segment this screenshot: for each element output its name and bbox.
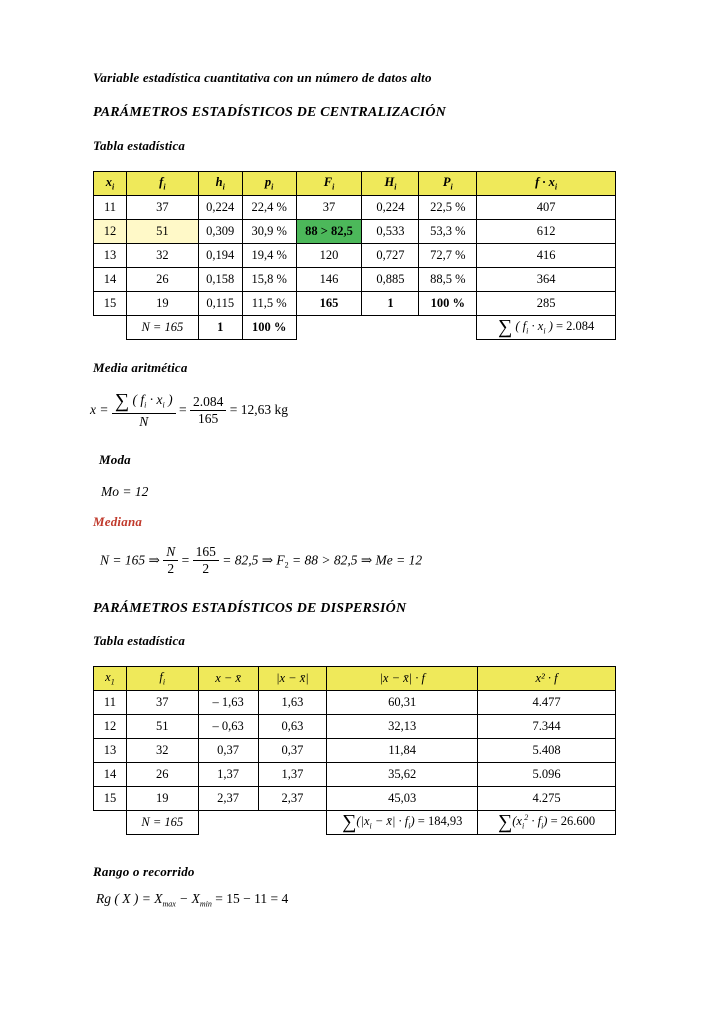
cell: 0,533 xyxy=(362,220,419,244)
cell: 19 xyxy=(126,787,198,811)
table-row xyxy=(94,691,616,715)
mediana-label: Mediana xyxy=(93,514,143,529)
cell: 32 xyxy=(126,244,198,268)
cell: 11 xyxy=(94,691,127,715)
cell: 35,62 xyxy=(327,763,478,787)
moda-label: Moda xyxy=(99,452,131,467)
total-n: N = 165 xyxy=(126,316,198,340)
header-xi-minus-mean: x − x̄ xyxy=(198,667,258,691)
total-sum-xi2-fi: $\sum(x_i^2 \cdot f_i) = 26.600$ xyxy=(478,811,616,835)
cell: 2,37 xyxy=(198,787,258,811)
media-fraction-2: $\frac{2.084}{165}$ xyxy=(190,394,226,427)
media-label: Media aritmética xyxy=(93,360,188,375)
cell: – 1,63 xyxy=(198,691,258,715)
cell: 7.344 xyxy=(478,715,616,739)
media-formula: x = $\frac{\sum ( f_i \cdot x_i )}{N}$ = $\frac{2.084}{165}$ = 12,63 kg xyxy=(90,390,288,429)
cell: 146 xyxy=(296,268,362,292)
cell: 32 xyxy=(126,739,198,763)
empty-cell xyxy=(362,316,419,340)
sigma-icon: ∑ xyxy=(342,811,357,833)
total-h: 1 xyxy=(198,316,242,340)
rango-formula: Rg ( X ) = $X_{max} - X_{min} = 15 - 11 = 4$ xyxy=(96,891,289,909)
empty-cell xyxy=(94,316,127,340)
cell: 13 xyxy=(94,739,127,763)
mediana-formula: N = 165 ⇒ $\frac{N}{2}$ = $\frac{165}{2}$ = 82,5 ⇒ $F_2 = 88 > 82,5$ ⇒ Me = 12 xyxy=(100,544,423,576)
cell: 5.096 xyxy=(478,763,616,787)
cell: 0,63 xyxy=(258,715,327,739)
header-fi: $f_i$ xyxy=(126,667,198,691)
cell: 37 xyxy=(296,196,362,220)
cell: – 0,63 xyxy=(198,715,258,739)
header-hi: $h_i$ xyxy=(198,172,242,196)
cell-highlighted: 51 xyxy=(126,220,198,244)
table-label-1: Tabla estadística xyxy=(93,138,186,153)
cell: 72,7 % xyxy=(419,244,477,268)
cell: 32,13 xyxy=(327,715,478,739)
cell: 407 xyxy=(477,196,616,220)
cell: 0,885 xyxy=(362,268,419,292)
cell: 22,5 % xyxy=(419,196,477,220)
cell: 26 xyxy=(126,763,198,787)
cell: 51 xyxy=(126,715,198,739)
empty-cell xyxy=(198,811,258,835)
table-row xyxy=(94,268,616,292)
cell: 364 xyxy=(477,268,616,292)
moda-formula: Mo = 12 xyxy=(101,484,149,499)
sigma-icon: ∑ xyxy=(114,390,130,412)
cell: 0,158 xyxy=(198,268,242,292)
cell: 22,4 % xyxy=(242,196,296,220)
header-Fi: $F_i$ xyxy=(296,172,362,196)
cell: 0,194 xyxy=(198,244,242,268)
cell: 612 xyxy=(477,220,616,244)
frequency-table xyxy=(93,171,616,340)
header-Hi: $H_i$ xyxy=(362,172,419,196)
cell: 60,31 xyxy=(327,691,478,715)
cell: 15,8 % xyxy=(242,268,296,292)
cell: 1 xyxy=(362,292,419,316)
table-row xyxy=(94,220,616,244)
header-abs-deviation: |x − x̄| xyxy=(258,667,327,691)
cell: 416 xyxy=(477,244,616,268)
table-label-2: Tabla estadística xyxy=(93,633,186,648)
header-Pi: $P_i$ xyxy=(419,172,477,196)
cell: 1,37 xyxy=(198,763,258,787)
cell: 0,224 xyxy=(362,196,419,220)
cell: 45,03 xyxy=(327,787,478,811)
header-fi: $f_i$ xyxy=(126,172,198,196)
media-fraction-1: $\frac{\sum ( f_i \cdot x_i )}{N}$ xyxy=(112,390,176,430)
document-title: Variable estadística cuantitativa con un número de datos alto xyxy=(93,70,432,85)
cell: 19 xyxy=(126,292,198,316)
table-row xyxy=(94,292,616,316)
cell: 0,115 xyxy=(198,292,242,316)
cell: 11 xyxy=(94,196,127,220)
section-dispersion-heading: PARÁMETROS ESTADÍSTICOS DE DISPERSIÓN xyxy=(93,601,407,616)
mediana-fraction-2: $\frac{165}{2}$ xyxy=(193,544,219,577)
cell: 19,4 % xyxy=(242,244,296,268)
table-row xyxy=(94,763,616,787)
table1-totals-row xyxy=(94,316,616,340)
rango-label: Rango o recorrido xyxy=(93,864,195,879)
cell-highlighted: 12 xyxy=(94,220,127,244)
cell: 100 % xyxy=(419,292,477,316)
cell: 1,63 xyxy=(258,691,327,715)
table-row xyxy=(94,787,616,811)
cell: 0,727 xyxy=(362,244,419,268)
cell: 4.477 xyxy=(478,691,616,715)
cell: 165 xyxy=(296,292,362,316)
cell: 53,3 % xyxy=(419,220,477,244)
sigma-icon: ∑ xyxy=(497,811,513,833)
cell: 30,9 % xyxy=(242,220,296,244)
table-row xyxy=(94,739,616,763)
header-pi: $p_i$ xyxy=(242,172,296,196)
cell: 285 xyxy=(477,292,616,316)
total-sum-abs-dev: $\sum(|x_i$ − x̄| · $f_i) = 184,93$ xyxy=(327,811,478,835)
cell: 37 xyxy=(126,691,198,715)
empty-cell xyxy=(419,316,477,340)
cell: 88,5 % xyxy=(419,268,477,292)
cell: 11,84 xyxy=(327,739,478,763)
header-xi2-fi: x² · f xyxy=(478,667,616,691)
cell: 2,37 xyxy=(258,787,327,811)
table-row xyxy=(94,715,616,739)
cell: 15 xyxy=(94,787,127,811)
cell: 15 xyxy=(94,292,127,316)
table1-header-row xyxy=(94,172,616,196)
table2-header-row xyxy=(94,667,616,691)
empty-cell xyxy=(296,316,362,340)
cell: 120 xyxy=(296,244,362,268)
median-class-cell: 88 > 82,5 xyxy=(296,220,362,244)
total-p: 100 % xyxy=(242,316,296,340)
header-xi: $x_1$ xyxy=(94,667,127,691)
cell: 4.275 xyxy=(478,787,616,811)
cell: 13 xyxy=(94,244,127,268)
cell: 1,37 xyxy=(258,763,327,787)
section-centralization-heading: PARÁMETROS ESTADÍSTICOS DE CENTRALIZACIÓN xyxy=(93,105,446,120)
header-fi-xi: $f \cdot x_i$ xyxy=(477,172,616,196)
total-n: N = 165 xyxy=(126,811,198,835)
cell: 5.408 xyxy=(478,739,616,763)
cell: 0,309 xyxy=(198,220,242,244)
table-row xyxy=(94,196,616,220)
header-xi: $x_i$ xyxy=(94,172,127,196)
cell: 12 xyxy=(94,715,127,739)
empty-cell xyxy=(94,811,127,835)
cell: 26 xyxy=(126,268,198,292)
cell: 0,37 xyxy=(198,739,258,763)
sigma-icon: ∑ xyxy=(497,316,513,338)
table-row xyxy=(94,244,616,268)
cell: 14 xyxy=(94,763,127,787)
cell: 0,224 xyxy=(198,196,242,220)
mediana-fraction-1: $\frac{N}{2}$ xyxy=(163,544,178,577)
empty-cell xyxy=(258,811,327,835)
header-abs-deviation-fi: |x − x̄| · f xyxy=(327,667,478,691)
table2-totals-row xyxy=(94,811,616,835)
total-sum-fixi: ∑ ( $f_i \cdot x_i$ ) = 2.084 xyxy=(477,316,616,340)
cell: 14 xyxy=(94,268,127,292)
cell: 37 xyxy=(126,196,198,220)
cell: 0,37 xyxy=(258,739,327,763)
cell: 11,5 % xyxy=(242,292,296,316)
dispersion-table xyxy=(93,666,616,835)
